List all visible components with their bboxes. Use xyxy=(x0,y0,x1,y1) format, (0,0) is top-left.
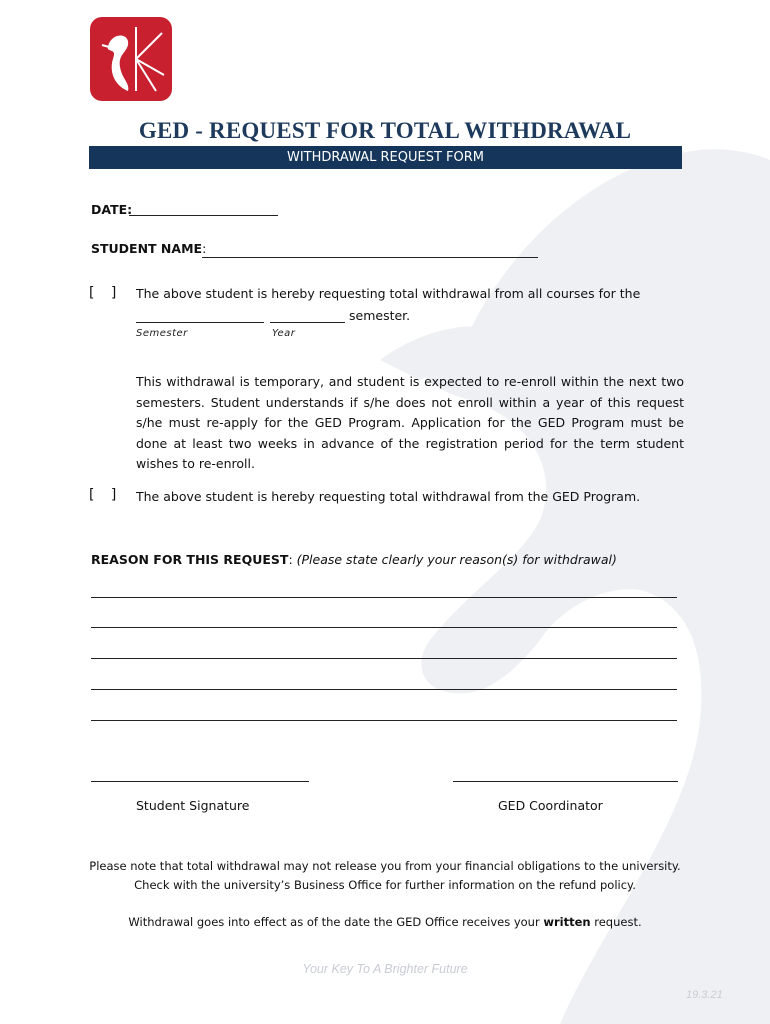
reason-heading xyxy=(91,552,617,567)
student-signature-label: Student Signature xyxy=(136,798,250,813)
reason-label: REASON FOR THIS REQUEST xyxy=(91,552,289,567)
student-name-field-line[interactable] xyxy=(202,257,538,258)
reason-line[interactable] xyxy=(91,597,677,598)
reason-line[interactable] xyxy=(91,658,677,659)
student-signature-line[interactable] xyxy=(91,781,309,782)
coordinator-signature-label: GED Coordinator xyxy=(498,798,603,813)
option1-paragraph: This withdrawal is temporary, and student is expected to re-enroll within the next two semesters. Student understands if s/he does not enroll within a year of this request s/he must re-apply for the GED Program. Application for the GED Program must be done at least two weeks in advance of the registration period for the term student wishes to re-enroll. xyxy=(136,374,684,471)
reason-line[interactable] xyxy=(91,720,677,721)
document-title: GED - REQUEST FOR TOTAL WITHDRAWAL xyxy=(138,118,632,143)
note-financial: Please note that total withdrawal may not release you from your financial obligations to the university. xyxy=(89,859,681,873)
year-caption: Year xyxy=(272,328,296,339)
option2-checkbox[interactable]: [ ] xyxy=(89,487,123,503)
semester-caption: Semester xyxy=(136,328,188,339)
student-name-label: STUDENT NAME xyxy=(91,241,203,256)
note-effective xyxy=(0,915,770,929)
university-logo-icon xyxy=(90,17,172,101)
reason-line[interactable] xyxy=(91,627,677,628)
option1-text: The above student is hereby requesting total withdrawal from all courses for the xyxy=(136,286,641,301)
footer-slogan: Your Key To A Brighter Future xyxy=(302,962,468,976)
form-banner: WITHDRAWAL REQUEST FORM xyxy=(89,146,682,169)
reason-colon: : xyxy=(288,552,297,567)
option2-text: The above student is hereby requesting total withdrawal from the GED Program. xyxy=(136,489,641,504)
note-refund: Check with the university’s Business Office for further information on the refund policy. xyxy=(134,878,636,892)
note-effective-pre: Withdrawal goes into effect as of the date the GED Office receives your xyxy=(128,915,544,929)
date-field-line[interactable] xyxy=(129,215,278,216)
note-effective-post: request. xyxy=(590,915,642,929)
note-effective-bold: written xyxy=(543,915,591,929)
coordinator-signature-line[interactable] xyxy=(453,781,678,782)
reason-hint: (Please state clearly your reason(s) for withdrawal) xyxy=(296,552,617,567)
student-name-label-wrap xyxy=(91,241,206,256)
date-label: DATE: xyxy=(91,202,133,217)
footer-version-code: 19.3.21 xyxy=(686,989,723,1001)
semester-field-line[interactable] xyxy=(136,322,264,323)
year-field-line[interactable] xyxy=(270,322,345,323)
option1-suffix: semester. xyxy=(349,308,411,323)
reason-line[interactable] xyxy=(91,689,677,690)
student-name-colon: : xyxy=(202,241,207,256)
option1-checkbox[interactable]: [ ] xyxy=(89,285,123,301)
